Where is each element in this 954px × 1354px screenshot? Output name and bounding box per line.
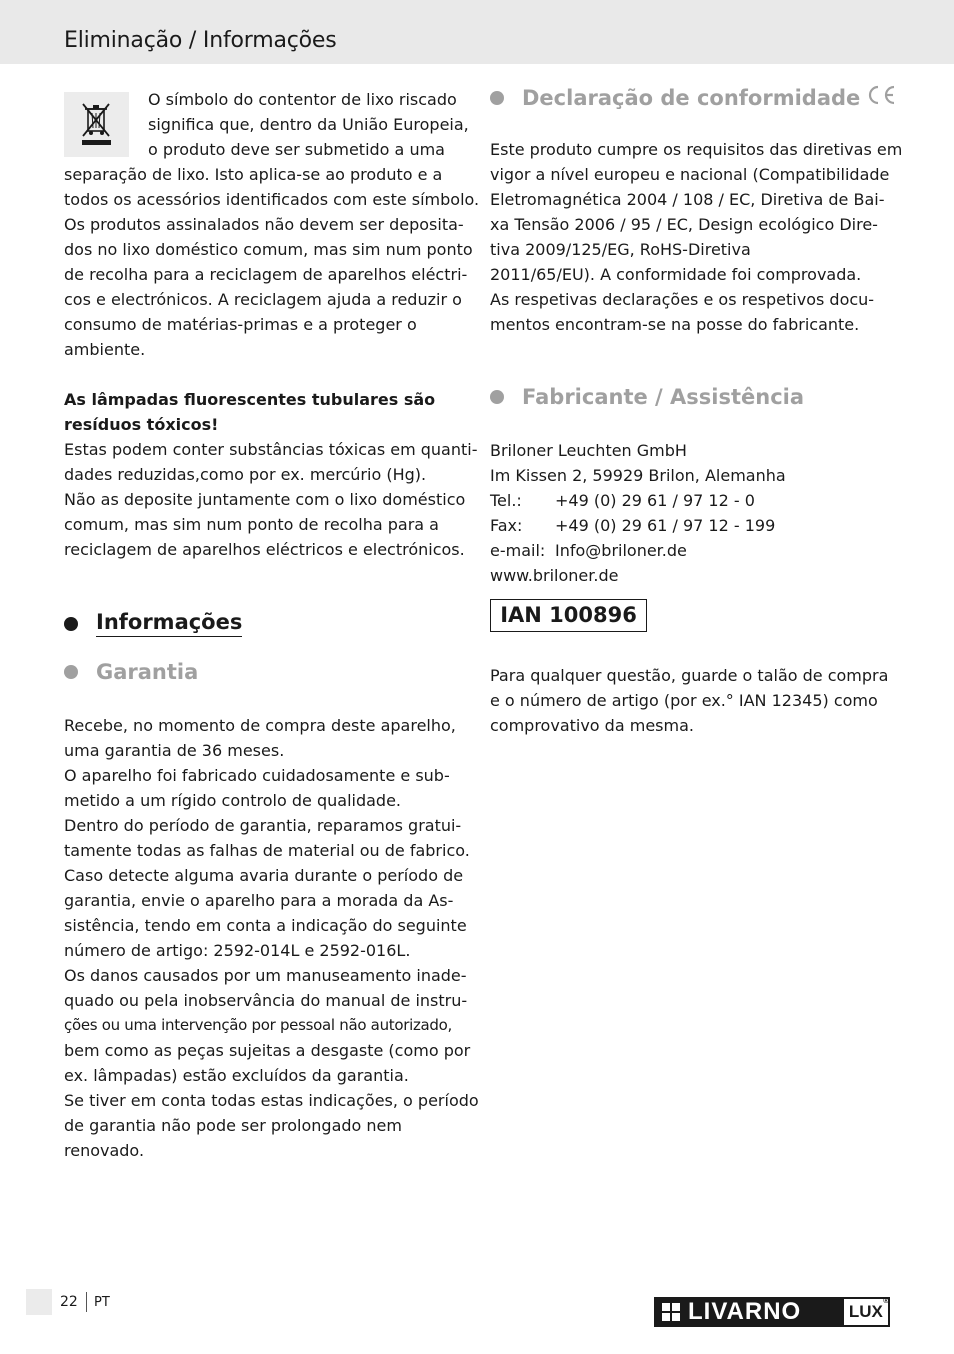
text-line: dos no lixo doméstico comum, mas sim num ponto — [64, 240, 473, 259]
text-line: número de artigo: 2592-014L e 2592-016L. — [64, 941, 411, 960]
text-line: Estas podem conter substâncias tóxicas em quanti- — [64, 440, 478, 459]
text-line: As respetivas declarações e os respetivos docu- — [490, 290, 875, 309]
text-line: Recebe, no momento de compra deste aparelho, — [64, 716, 456, 735]
text-line: cos e electrónicos. A reciclagem ajuda a reduzir o — [64, 290, 462, 309]
text-line: uma garantia de 36 meses. — [64, 741, 285, 760]
page-title: Eliminação / Informações — [64, 28, 337, 53]
text-line: ambiente. — [64, 340, 146, 359]
divider — [86, 1292, 87, 1312]
conformity-heading-text: Declaração de conformidade — [522, 85, 861, 110]
contact-row — [490, 488, 890, 513]
text-line: tamente todas as falhas de material ou de fabrico. — [64, 841, 470, 860]
brand-logo-main — [654, 1297, 842, 1327]
warning-line: As lâmpadas fluorescentes tubulares são — [64, 390, 436, 409]
contact-label: e-mail: — [490, 541, 546, 560]
bullet-icon — [490, 91, 504, 105]
company-name: Briloner Leuchten GmbH — [490, 441, 687, 460]
text-line: tiva 2009/125/EG, RoHS-Diretiva — [490, 240, 751, 259]
text-line: Os danos causados por um manuseamento inade- — [64, 966, 467, 985]
text-line: de garantia não pode ser prolongado nem — [64, 1116, 402, 1135]
warranty-heading-text: Garantia — [96, 660, 199, 684]
text-line: sistência, tendo em conta a indicação do seguinte — [64, 916, 467, 935]
text-line: bem como as peças sujeitas a desgaste (como por — [64, 1041, 471, 1060]
text-line: vigor a nível europeu e nacional (Compatibilidade — [490, 165, 890, 184]
bullet-icon — [64, 617, 78, 631]
text-line: Se tiver em conta todas estas indicações, o período — [64, 1091, 479, 1110]
text-line: Este produto cumpre os requisitos das diretivas em — [490, 140, 903, 159]
text-line: renovado. — [64, 1141, 145, 1160]
page-marker — [26, 1289, 52, 1315]
info-heading — [64, 610, 242, 637]
warranty-text — [64, 713, 479, 1163]
text-line: garantia, envie o aparelho para a morada da As- — [64, 891, 454, 910]
contact-row — [490, 538, 890, 563]
text-line: Eletromagnética 2004 / 108 / EC, Diretiva de Bai- — [490, 190, 885, 209]
warranty-heading — [64, 660, 198, 684]
text-line: todos os acessórios identificados com este símbolo. — [64, 190, 480, 209]
text-line: 2011/65/EU). A conformidade foi comprovada. — [490, 265, 862, 284]
manufacturer-heading — [490, 385, 804, 409]
text-line: Os produtos assinalados não devem ser deposita- — [64, 215, 464, 234]
text-line: Dentro do período de garantia, reparamos gratui- — [64, 816, 462, 835]
bullet-icon — [490, 390, 504, 404]
page-language: PT — [94, 1295, 110, 1310]
text-line: metido a um rígido controlo de qualidade. — [64, 791, 401, 810]
manufacturer-info — [490, 438, 890, 588]
text-line: Para qualquer questão, guarde o talão de compra — [490, 666, 889, 685]
email-value: Info@briloner.de — [555, 541, 687, 560]
text-line: ções ou uma intervenção por pessoal não autorizado, — [64, 1016, 453, 1034]
fax-value: +49 (0) 29 61 / 97 12 - 199 — [555, 516, 776, 535]
text-line: O símbolo do contentor de lixo riscado — [148, 90, 457, 109]
text-line: O aparelho foi fabricado cuidadosamente e sub- — [64, 766, 450, 785]
info-heading-text: Informações — [96, 610, 242, 637]
text-line: comum, mas sim num ponto de recolha para a — [64, 515, 439, 534]
brand-suffix: LUX — [848, 1302, 883, 1321]
conformity-heading — [490, 85, 896, 110]
text-line: e o número de artigo (por ex.° IAN 12345) como — [490, 691, 878, 710]
logo-grid-icon — [662, 1303, 680, 1321]
receipt-text — [490, 663, 890, 738]
text-line: significa que, dentro da União Europeia, — [148, 115, 469, 134]
lamps-section — [64, 387, 478, 562]
bullet-icon — [64, 665, 78, 679]
text-line: comprovativo da mesma. — [490, 716, 694, 735]
text-line: dades reduzidas,como por ex. mercúrio (Hg). — [64, 465, 427, 484]
text-line: de recolha para a reciclagem de aparelhos eléctri- — [64, 265, 468, 284]
text-line: consumo de matérias-primas e a proteger o — [64, 315, 417, 334]
conformity-text — [490, 137, 903, 337]
contact-label: Fax: — [490, 516, 523, 535]
text-line: separação de lixo. Isto aplica-se ao produto e a — [64, 165, 443, 184]
text-line: quado ou pela inobservância do manual de instru- — [64, 991, 468, 1010]
contact-label: Tel.: — [490, 491, 522, 510]
brand-suffix-box — [842, 1297, 890, 1327]
text-line: xa Tensão 2006 / 95 / EC, Design ecológico Dire- — [490, 215, 878, 234]
ian-box: IAN 100896 — [490, 599, 647, 632]
brand-logo — [654, 1297, 890, 1327]
text-line: ex. lâmpadas) estão excluídos da garantia. — [64, 1066, 409, 1085]
phone-value: +49 (0) 29 61 / 97 12 - 0 — [555, 491, 755, 510]
text-line: Caso detecte alguma avaria durante o período de — [64, 866, 464, 885]
text-line: reciclagem de aparelhos eléctricos e electrónicos. — [64, 540, 465, 559]
warning-line: resíduos tóxicos! — [64, 415, 219, 434]
contact-row — [490, 513, 890, 538]
company-address: Im Kissen 2, 59929 Brilon, Alemanha — [490, 466, 786, 485]
page-number: 22 — [60, 1294, 78, 1310]
ce-mark-icon — [866, 85, 896, 110]
manufacturer-heading-text: Fabricante / Assistência — [522, 385, 805, 409]
website: www.briloner.de — [490, 566, 619, 585]
crossed-out-wheelie-bin-icon — [64, 92, 129, 157]
text-line: mentos encontram-se na posse do fabricante. — [490, 315, 860, 334]
text-line: o produto deve ser submetido a uma — [148, 140, 445, 159]
registered-mark: ® — [883, 1296, 889, 1305]
text-line: Não as deposite juntamente com o lixo doméstico — [64, 490, 466, 509]
brand-name: LIVARNO — [688, 1298, 802, 1325]
